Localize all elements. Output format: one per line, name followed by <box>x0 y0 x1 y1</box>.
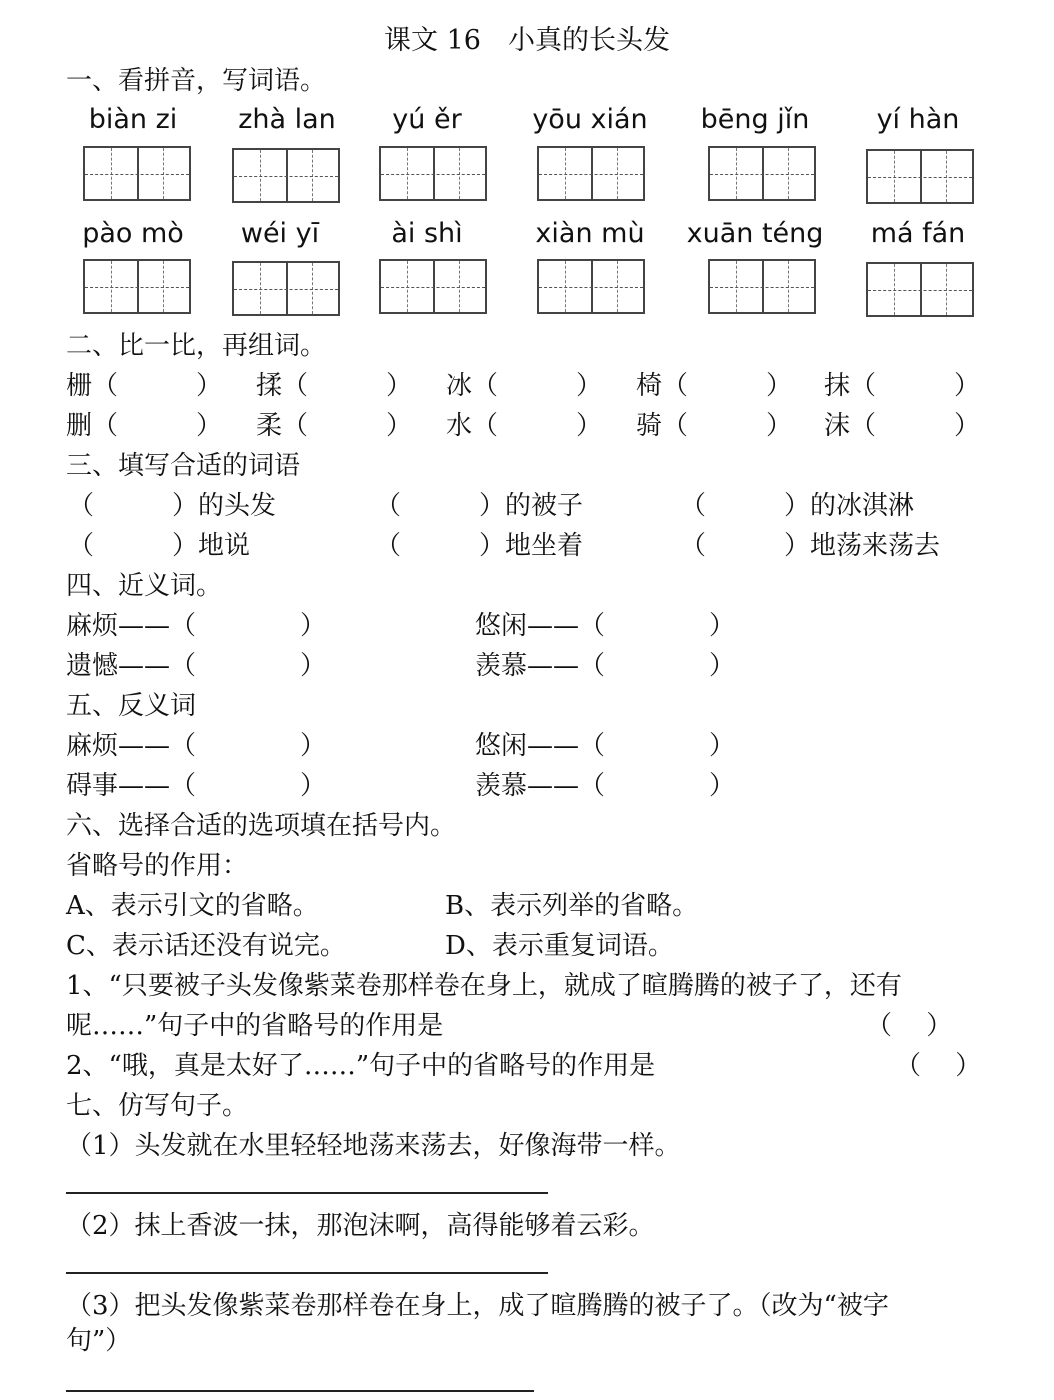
synonym-item[interactable]: 麻烦——（ ） <box>66 611 327 641</box>
writing-grid[interactable] <box>232 148 340 203</box>
section-1-heading: 一、看拼音，写词语。 <box>66 66 327 96</box>
section-2-heading: 二、比一比，再组词。 <box>66 331 327 361</box>
pinyin-label: yí hàn <box>876 104 960 135</box>
pinyin-label: ài shì <box>391 218 463 249</box>
pinyin-label: yōu xián <box>532 104 648 135</box>
pinyin-label: pào mò <box>82 218 184 249</box>
writing-grid[interactable] <box>379 259 487 314</box>
writing-grid[interactable] <box>379 146 487 201</box>
synonym-item[interactable]: 悠闲——（ ） <box>475 611 736 641</box>
imitation-item-2: （2）抹上香波一抹，那泡沫啊，高得能够着云彩。 <box>66 1211 655 1241</box>
question-2: 2、“哦，真是太好了……”句子中的省略号的作用是 <box>66 1051 656 1081</box>
imitation-item-3: （3）把头发像紫菜卷那样卷在身上，成了暄腾腾的被子了。（改为“被字 <box>66 1291 889 1321</box>
writing-grid[interactable] <box>537 259 645 314</box>
answer-blank-2[interactable]: （ ） <box>895 1051 982 1081</box>
pinyin-label: biàn zi <box>88 104 178 135</box>
compare-item[interactable]: 椅（ ） <box>636 371 793 401</box>
compare-item[interactable]: 水（ ） <box>446 411 603 441</box>
question-1: 1、“只要被子头发像紫菜卷那样卷在身上，就成了暄腾腾的被子了，还有 <box>66 971 902 1001</box>
writing-grid[interactable] <box>708 259 816 314</box>
compare-item[interactable]: 栅（ ） <box>66 371 223 401</box>
option-a: A、表示引文的省略。 <box>66 891 319 921</box>
fill-word-item[interactable]: （ ）地坐着 <box>375 531 584 561</box>
ellipsis-subheading: 省略号的作用： <box>66 851 249 881</box>
answer-line-1[interactable] <box>66 1192 548 1194</box>
pinyin-label: yú ěr <box>392 104 462 135</box>
section-6-heading: 六、选择合适的选项填在括号内。 <box>66 811 457 841</box>
section-4-heading: 四、近义词。 <box>66 571 223 601</box>
answer-line-2[interactable] <box>66 1272 548 1274</box>
antonym-item[interactable]: 羡慕——（ ） <box>475 771 736 801</box>
writing-grid[interactable] <box>83 259 191 314</box>
writing-grid[interactable] <box>866 262 974 317</box>
fill-word-item[interactable]: （ ）的被子 <box>375 491 584 521</box>
answer-blank-1[interactable]: （ ） <box>866 1011 953 1041</box>
answer-line-3[interactable] <box>66 1390 534 1392</box>
writing-grid[interactable] <box>708 146 816 201</box>
section-3-heading: 三、填写合适的词语 <box>66 451 301 481</box>
compare-item[interactable]: 骑（ ） <box>636 411 793 441</box>
compare-item[interactable]: 沫（ ） <box>824 411 981 441</box>
fill-word-item[interactable]: （ ）的冰淇淋 <box>680 491 915 521</box>
pinyin-label: wéi yī <box>240 218 320 249</box>
writing-grid[interactable] <box>866 149 974 204</box>
fill-word-item[interactable]: （ ）地荡来荡去 <box>680 531 941 561</box>
antonym-item[interactable]: 麻烦——（ ） <box>66 731 327 761</box>
compare-item[interactable]: 揉（ ） <box>256 371 413 401</box>
pinyin-label: zhà lan <box>238 104 336 135</box>
pinyin-label: bēng jǐn <box>700 104 810 135</box>
page-title: 课文 16 小真的长头发 <box>384 25 670 56</box>
writing-grid[interactable] <box>232 261 340 316</box>
pinyin-label: xuān téng <box>686 218 824 249</box>
writing-grid[interactable] <box>537 146 645 201</box>
question-1-cont: 呢……”句子中的省略号的作用是 <box>66 1011 444 1041</box>
option-c: C、表示话还没有说完。 <box>66 931 346 961</box>
imitation-item-3-cont: 句”） <box>66 1326 132 1356</box>
compare-item[interactable]: 抹（ ） <box>824 371 981 401</box>
synonym-item[interactable]: 羡慕——（ ） <box>475 651 736 681</box>
antonym-item[interactable]: 碍事——（ ） <box>66 771 327 801</box>
option-d: D、表示重复词语。 <box>445 931 674 961</box>
writing-grid[interactable] <box>83 146 191 201</box>
compare-item[interactable]: 冰（ ） <box>446 371 603 401</box>
synonym-item[interactable]: 遗憾——（ ） <box>66 651 327 681</box>
section-7-heading: 七、仿写句子。 <box>66 1091 249 1121</box>
compare-item[interactable]: 柔（ ） <box>256 411 413 441</box>
section-5-heading: 五、反义词 <box>66 691 197 721</box>
antonym-item[interactable]: 悠闲——（ ） <box>475 731 736 761</box>
fill-word-item[interactable]: （ ）的头发 <box>68 491 277 521</box>
pinyin-label: xiàn mù <box>535 218 645 249</box>
pinyin-label: má fán <box>870 218 966 249</box>
compare-item[interactable]: 删（ ） <box>66 411 223 441</box>
option-b: B、表示列举的省略。 <box>445 891 699 921</box>
fill-word-item[interactable]: （ ）地说 <box>68 531 251 561</box>
imitation-item-1: （1）头发就在水里轻轻地荡来荡去，好像海带一样。 <box>66 1131 681 1161</box>
